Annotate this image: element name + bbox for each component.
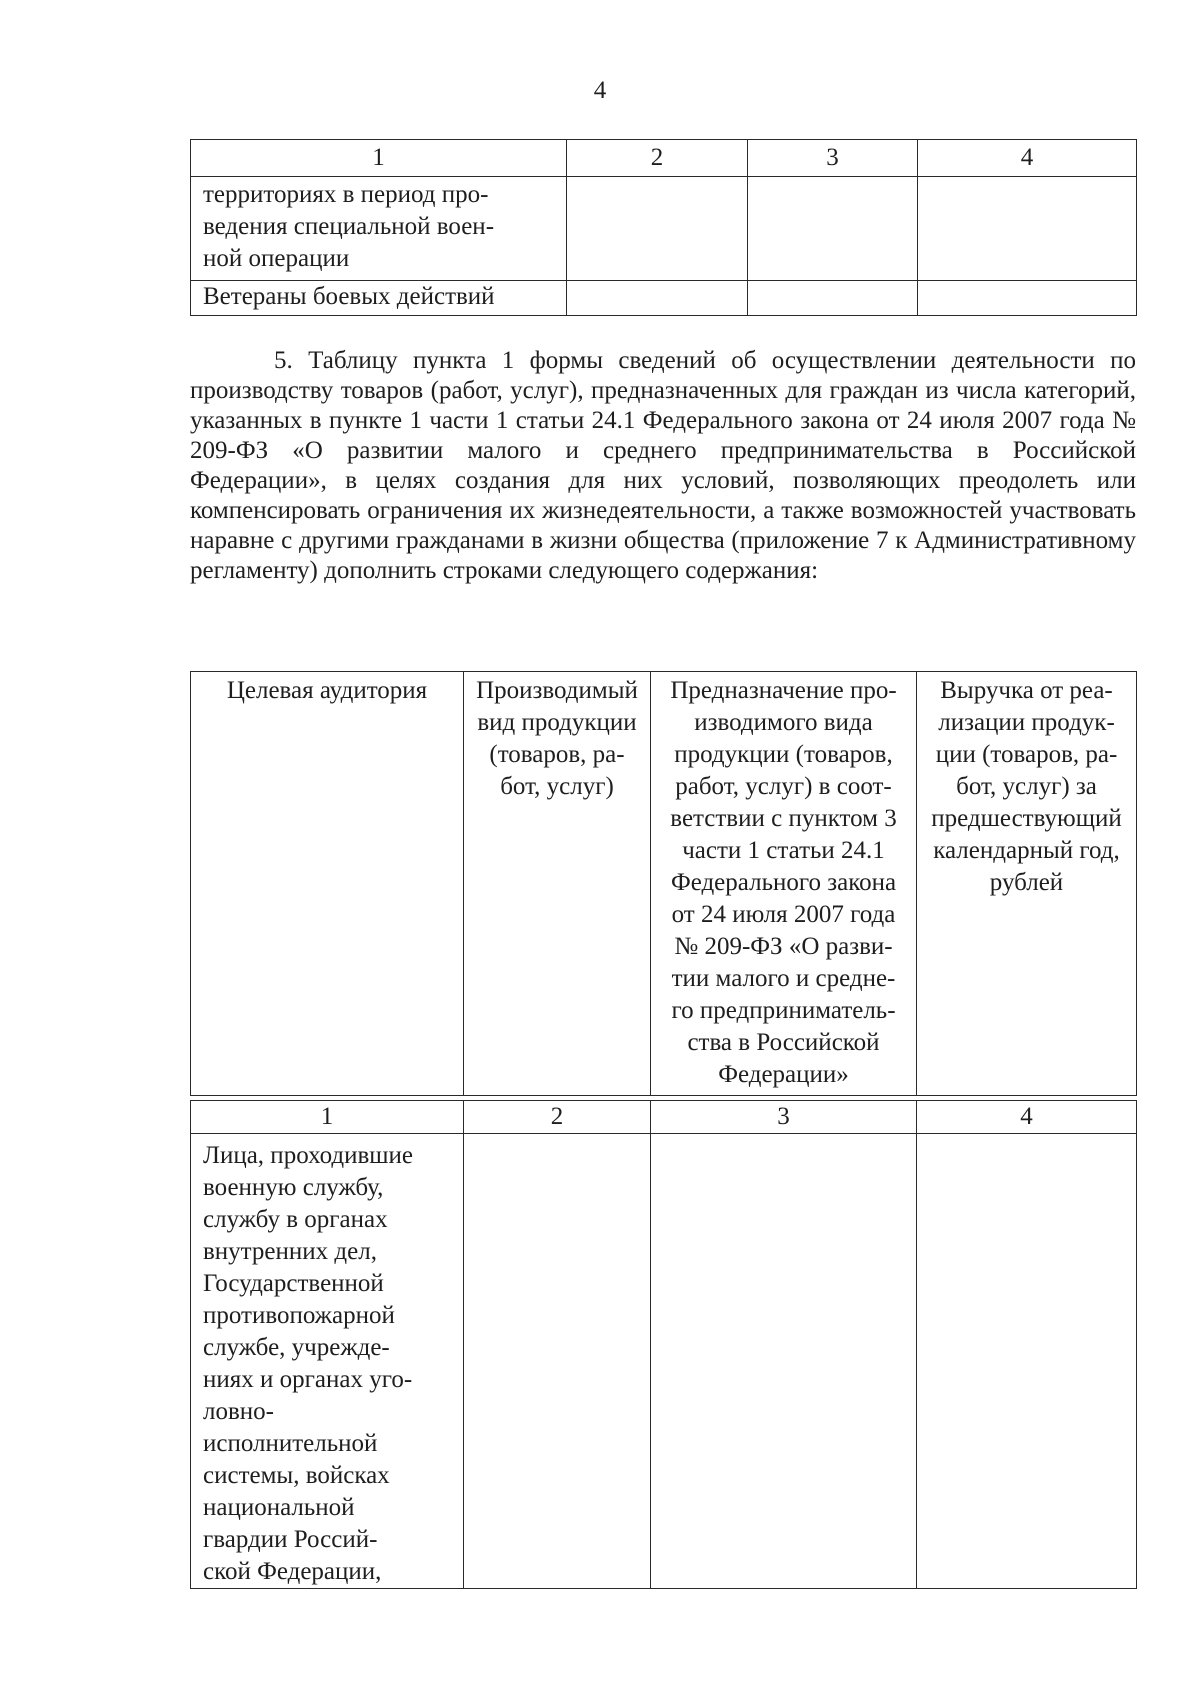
empty-cell bbox=[918, 281, 1137, 316]
column-number-cell: 3 bbox=[748, 140, 918, 177]
category-text: территориях в период про- ведения специальной воен- ной операции bbox=[203, 181, 495, 272]
empty-cell bbox=[567, 177, 748, 281]
header-revenue: Выручка от реа- лизации продук- ции (товаров, ра- бот, услуг) за предшествующий календарный год, рублей bbox=[917, 672, 1137, 1096]
column-number-cell: 4 bbox=[918, 140, 1137, 177]
amendment-paragraph: 5. Таблицу пункта 1 формы сведений об осуществлении деятельности по производству товаров (работ, услуг), предназначенных для граждан из числа категорий, указанных в пункте 1 части 1 статьи 24.1 Федерального закона от 24 июля 2007 года № 209-ФЗ «О развитии малого и среднего предпринимательства в Российской Федерации», в целях создания для них условий, позволяющих преодолеть или компенсировать ограничения их жизнедеятельности, а также возможностей участвовать наравне с другими гражданами в жизни общества (приложение 7 к Административному регламенту) дополнить строками следующего содержания: bbox=[190, 347, 1136, 584]
empty-cell bbox=[748, 177, 918, 281]
empty-cell bbox=[464, 1134, 651, 1589]
column-number-cell: 2 bbox=[464, 1101, 651, 1134]
table-row bbox=[191, 177, 1137, 281]
header-target-audience: Целевая аудитория bbox=[191, 672, 464, 1096]
empty-cell bbox=[918, 177, 1137, 281]
category-cell bbox=[191, 1134, 464, 1589]
column-number-cell: 1 bbox=[191, 140, 567, 177]
main-table-header bbox=[190, 671, 1137, 1096]
category-cell bbox=[191, 177, 567, 281]
column-number-row bbox=[191, 140, 1137, 177]
category-text: Лица, проходившие военную службу, службу в органах внутренних дел, Государственной противопожарной службе, учрежде- ниях и органах уго- ловно- исполнительной системы, войсках национальной гвардии Россий- ской Федерации, bbox=[203, 1142, 414, 1585]
header-row bbox=[191, 672, 1137, 1096]
category-text: Ветераны боевых действий bbox=[203, 283, 495, 310]
main-table-body bbox=[190, 1100, 1137, 1589]
column-number-cell: 1 bbox=[191, 1101, 464, 1134]
column-number-row bbox=[191, 1101, 1137, 1134]
column-number-cell: 4 bbox=[917, 1101, 1137, 1134]
table-row bbox=[191, 281, 1137, 316]
column-number-cell: 3 bbox=[651, 1101, 917, 1134]
category-cell bbox=[191, 281, 567, 316]
empty-cell bbox=[917, 1134, 1137, 1589]
header-product-type: Производимый вид продукции (товаров, ра- бот, услуг) bbox=[464, 672, 651, 1096]
continuation-table bbox=[190, 139, 1137, 316]
empty-cell bbox=[748, 281, 918, 316]
empty-cell bbox=[567, 281, 748, 316]
header-product-purpose: Предназначение про- изводимого вида продукции (товаров, работ, услуг) в соот- ветствии с пунктом 3 части 1 статьи 24.1 Федерального закона от 24 июля 2007 года № 209-ФЗ «О разви- тии малого и средне- го предприниматель- ства в Российской Федерации» bbox=[651, 672, 917, 1096]
page-number: 4 bbox=[593, 77, 607, 104]
table-row bbox=[191, 1134, 1137, 1589]
column-number-cell: 2 bbox=[567, 140, 748, 177]
empty-cell bbox=[651, 1134, 917, 1589]
